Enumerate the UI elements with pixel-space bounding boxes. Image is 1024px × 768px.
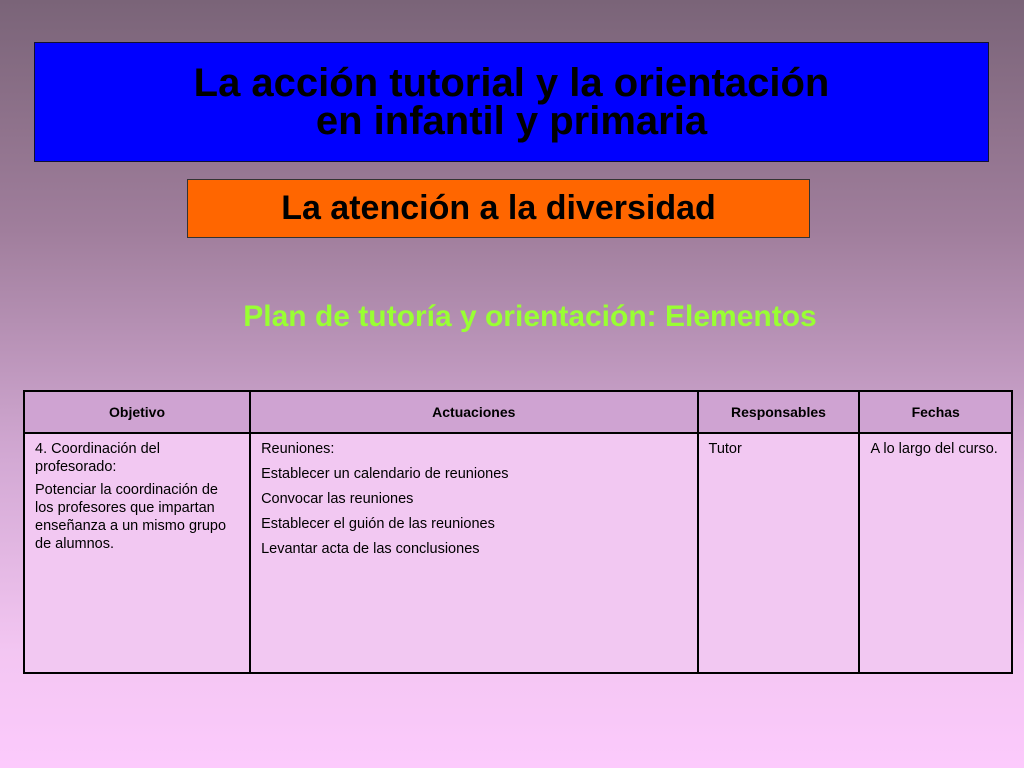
header-objetivo: Objetivo bbox=[24, 391, 250, 433]
fechas-value: A lo largo del curso. bbox=[870, 441, 998, 457]
plan-table bbox=[23, 390, 1013, 674]
actuacion-line: Levantar acta de las conclusiones bbox=[261, 541, 480, 557]
objetivo-line: Potenciar la coordinación de los profesores que impartan enseñanza a un mismo grupo de alumnos. bbox=[35, 482, 227, 552]
title-box bbox=[34, 42, 989, 162]
slide-subtitle: La atención a la diversidad bbox=[281, 189, 716, 227]
cell-fechas bbox=[859, 433, 1012, 673]
table-row bbox=[24, 433, 1012, 673]
header-responsables: Responsables bbox=[698, 391, 860, 433]
cell-objetivo bbox=[24, 433, 250, 673]
table-header-row bbox=[24, 391, 1012, 433]
header-fechas: Fechas bbox=[859, 391, 1012, 433]
actuacion-line: Reuniones: bbox=[261, 441, 335, 457]
objetivo-line: 4. Coordinación del profesorado: bbox=[35, 441, 160, 475]
header-actuaciones: Actuaciones bbox=[250, 391, 697, 433]
cell-actuaciones bbox=[250, 433, 697, 673]
actuacion-line: Establecer el guión de las reuniones bbox=[261, 516, 495, 532]
section-heading: Plan de tutoría y orientación: Elementos bbox=[243, 300, 817, 333]
subtitle-box bbox=[187, 179, 810, 238]
slide-title: La acción tutorial y la orientación en infantil y primaria bbox=[193, 61, 830, 143]
responsables-value: Tutor bbox=[708, 441, 742, 457]
actuacion-line: Establecer un calendario de reuniones bbox=[261, 466, 509, 482]
cell-responsables bbox=[698, 433, 860, 673]
actuacion-line: Convocar las reuniones bbox=[261, 491, 414, 507]
